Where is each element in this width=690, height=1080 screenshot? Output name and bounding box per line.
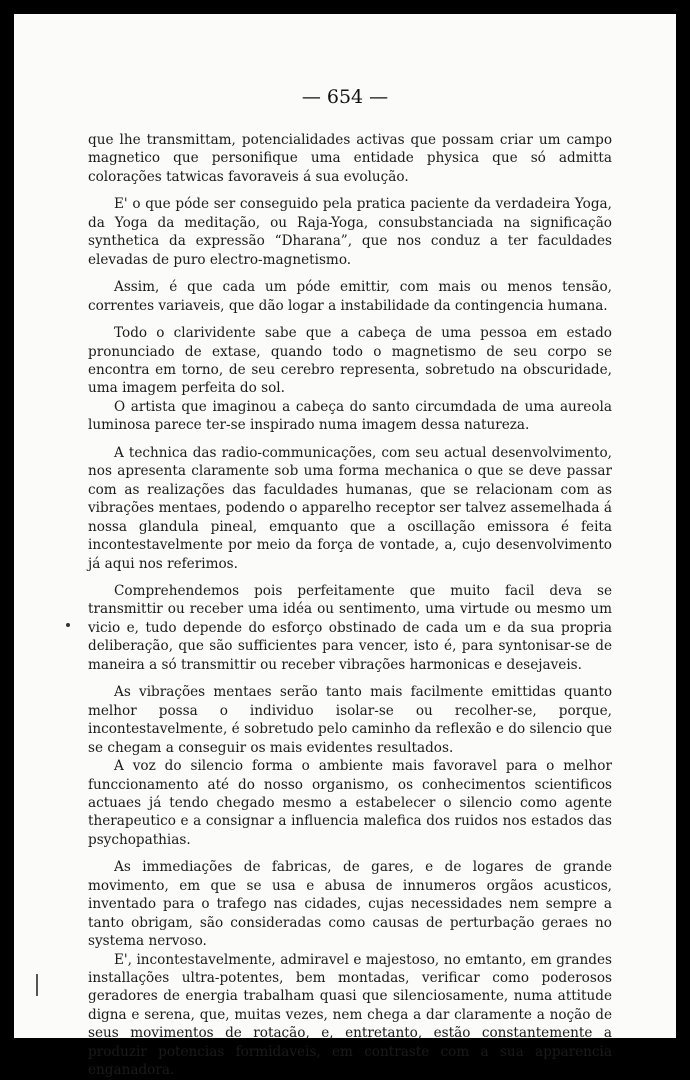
page-number: — 654 — (301, 86, 389, 108)
paragraph-7: Comprehendemos pois perfeitamente que muito facil deva se transmittir ou receber uma idéa ou sentimento, uma virtude ou mesmo um vicio e, tudo depende do esforço obstinado de cada um e da sua propria deliberação, que são sufficientes para vencer, isto é, para syntonisar-se de maneira a só transmittir ou receber vibrações harmonicas e desejaveis. (88, 582, 612, 673)
paragraph-6: A technica das radio-communicações, com seu actual desenvolvimento, nos apresenta claramente sob uma forma mechanica o que se deve passar com as realizações das faculdades humanas, que se relacionam com as vibrações mentaes, podendo o apparelho receptor ser talvez assemelhada á nossa glandula pineal, emquanto que a oscillação emissora é feita incontestavelmente por meio da força de vontade, a, cujo desenvolvimento já aqui nos referimos. (88, 444, 612, 572)
paragraph-10: As immediações de fabricas, de gares, e de logares de grande movimento, em que se usa e abusa de innumeros orgãos acusticos, inventado para o trafego nas cidades, cujas necessidades nem sempre a tanto obrigam, são consideradas como causas de perturbação geraes no systema nervoso. (88, 859, 612, 950)
margin-dot (66, 623, 70, 627)
paragraph-9: A voz do silencio forma o ambiente mais favoravel para o melhor funccionamento até do nosso organismo, os conhecimentos scientificos actuaes já tendo chegado mesmo a estabelecer o silencio como agente therapeutico e a consignar a influencia malefica dos ruidos nos estados das psychopathias. (88, 758, 612, 848)
page-body (88, 131, 612, 1080)
paragraph-1: que lhe transmittam, potencialidades activas que possam criar um campo magnetico que personifique uma entidade physica que só admitta colorações tatwicas favoraveis á sua evolução. (88, 132, 612, 185)
margin-mark (36, 974, 38, 996)
paragraph-11: E', incontestavelmente, admiravel e majestoso, no emtanto, em grandes installações ultra-potentes, bem montadas, verificar como poderosos geradores de energia trabalham quasi que silenciosamente, numa attitude digna e serena, que, muitas vezes, nem chega a dar claramente a noção de seus movimentos de rotação, e, entretanto, estão constantemente a produzir potencias formidaveis, em contraste com a sua apparencia enganadora. (88, 951, 612, 1079)
paragraph-4: Todo o clarividente sabe que a cabeça de uma pessoa em estado pronunciado de extase, quando todo o magnetismo de seu corpo se encontra em torno, de seu cerebro representa, sobretudo na obscuridade, uma imagem perfeita do sol. (88, 325, 612, 397)
paragraph-3: Assim, é que cada um póde emittir, com mais ou menos tensão, correntes variaveis, que dão logar a instabilidade da contingencia humana. (88, 279, 612, 314)
paragraph-2: E' o que póde ser conseguido pela pratica paciente da verdadeira Yoga, da Yoga da meditação, ou Raja-Yoga, consubstanciada na significação synthetica da expressão “Dharana”, que nos conduz a ter faculdades elevadas de puro electro-magnetismo. (88, 196, 612, 268)
paragraph-8: As vibrações mentaes serão tanto mais facilmente emittidas quanto melhor possa o individuo isolar-se ou recolher-se, porque, incontestavelmente, é sobretudo pelo caminho da reflexão e do silencio que se chegam a conseguir os mais evidentes resultados. (88, 684, 612, 756)
paragraph-5: O artista que imaginou a cabeça do santo circumdada de uma aureola luminosa parece ter-se inspirado numa imagem dessa natureza. (88, 398, 612, 434)
book-page (14, 14, 676, 1079)
